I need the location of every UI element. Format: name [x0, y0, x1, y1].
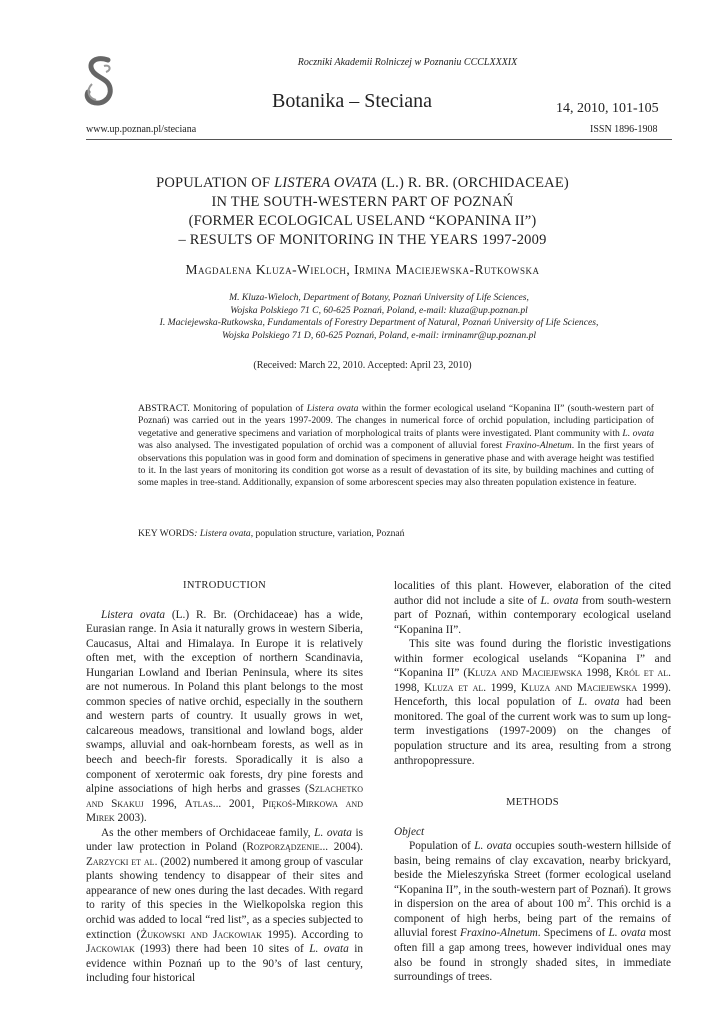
header-divider [86, 139, 672, 140]
intro-paragraph-2-continued: localities of this plant. However, elaboration of the cited author did not include a site of L. ovata from south-western part of Poznań, within contemporary ecological useland “Kopanina II”. [394, 580, 671, 636]
issn: ISSN 1896-1908 [590, 124, 658, 135]
authors: Magdalena Kluza-Wieloch, Irmina Maciejewska-Rutkowska [185, 262, 540, 277]
methods-paragraph-1: Population of L. ovata occupies south-western hillside of basin, being remains of clay excavation, nearby brickyard, beside the Mieleszyńska Street (former ecological useland “Kopanina II”, in the south-western part of Poznań). It grows in dispersion on the area of about 100 $m^2$. This orchid is a component of high herbs, being part of the remains of alluvial forest Fraxino-Alnetum. Specimens of L. ovata most often fill a gap among trees, however individual ones may also be found in strongly shaded sites, in immediate surroundings of trees. [394, 840, 672, 984]
series-title: Botanika – Steciana [272, 90, 432, 112]
paper-title: POPULATION OF LISTERA OVATA (L.) R. BR. (ORCHIDACEAE) IN THE SOUTH-WESTERN PART OF POZNAŃ (FORMER ECOLOGICAL USELAND “KOPANINA II”) – RESULTS OF MONITORING IN THE YEARS 1997-2009 [156, 175, 569, 248]
keywords: KEY WORDS: Listera ovata, population structure, variation, Poznań [138, 528, 405, 539]
website-link[interactable]: www.up.poznan.pl/steciana [86, 124, 197, 135]
body-column-right [394, 579, 671, 985]
abstract: ABSTRACT. Monitoring of population of Listera ovata within the former ecological useland “Kopanina II” (south-western part of Poznań) was carried out in the years 1997-2009. The changes in numerical force of orchid population, including participation of vegetative and generative specimens and variation of morphological traits of plants were investigated. Plant community with L. ovata was also analysed. The investigated population of orchid was a component of alluvial forest Fraxino-Alnetum. In the first years of observations this population was in good form and domination of specimens in generative phase and with average height was testified to it. In the last years of monitoring its condition got worse as a result of devastation of its site, by building machines and cutting of some maples in tree-stand. Additionally, expansion of some arborescent species may also threaten population existence in feature. [138, 403, 654, 489]
journal-logo-icon [82, 54, 118, 112]
intro-paragraph-3: This site was found during the floristic investigations within former ecological uselands “Kopanina I” and “Kopanina II” (Kluza and Maciejewska 1998, Król et al. 1998, Kluza et al. 1999, Kluza and Maciejewska 1999). Henceforth, this local population of L. ovata had been monitored. The goal of the current work was to sum up long-term investigations (1997-2009) on the changes of population structure and its area, resulting from a strong anthropopressure. [394, 638, 671, 767]
received-dates: (Received: March 22, 2010. Accepted: April 23, 2010) [253, 360, 472, 371]
section-heading-introduction: INTRODUCTION [183, 580, 266, 591]
journal-name: Roczniki Akademii Rolniczej w Poznaniu CCCLXXXIX [297, 57, 518, 68]
subheading-object: Object [394, 825, 425, 838]
intro-paragraph-1: Listera ovata (L.) R. Br. (Orchidaceae) has a wide, Eurasian range. In Asia it naturally grows in western Siberia, Caucasus, Altai and Himalaya. In Europe it is relatively often met, with the exception of northern Scandinavia, Hungarian Lowland and Iberian Peninsula, where its sites are not numerous. In Poland this plant belongs to the most common species of native orchid, especially in the southern and western parts of country. It usually grows in wet, calcareous meadows, transitional and lowland bogs, alder swamps, alluvial and oak-hornbeam forests, as well as in beech and beech-fir forests. Sporadically it is also a component of xerotermic oak forests, dry pine forests and alpine associations of high herbs and grasses (Szlachetko and Skakuj 1996, Atlas... 2001, Piękoś-Mirkowa and Mirek 2003). [86, 608, 363, 825]
volume-pages: 14, 2010, 101-105 [556, 101, 659, 116]
intro-paragraph-2: As the other members of Orchidaceae family, L. ovata is under law protection in Poland (Rozporządzenie... 2004). Zarzycki et al. (2002) numbered it among group of vascular plants showing tendency to disappear of their sites and appearance of new ones during the last decades. With regard to rarity of this species in the Wielkopolska region this orchid was added to local “red list”, as a species subjected to extinction (Żukowski and Jackowiak 1995). According to Jackowiak (1993) there had been 10 sites of L. ovata in evidence within Poznań up to the 90’s of last century, including four historical [86, 826, 364, 985]
affiliations: M. Kluza-Wieloch, Department of Botany, Poznań University of Life Sciences, Wojska Polskiego 71 C, 60-625 Poznań, Poland, e-mail: kluza@up.poznan.pl I. Maciejewska-Rutkowska, Fundamentals of Forestry Department of Natural, Poznań University of Life Sciences, Wojska Polskiego 71 D, 60-625 Poznań, Poland, e-mail: irminamr@up.poznan.pl [159, 292, 599, 341]
section-heading-methods: METHODS [506, 797, 559, 809]
body-column-left [86, 579, 363, 986]
